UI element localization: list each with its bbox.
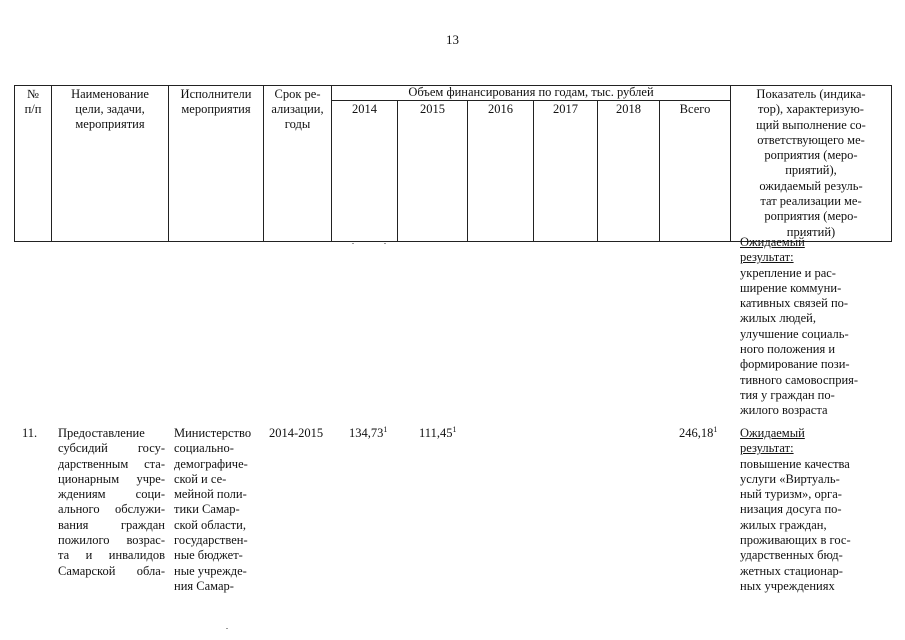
header-number: № п/п <box>15 86 52 242</box>
scan-speck <box>226 628 228 629</box>
row-number: 11. <box>22 426 38 440</box>
header-year-2016: 2016 <box>468 100 534 241</box>
row-expected-result: Ожидаемый результат: повышение качества услуги «Виртуаль- ный туризм», орга- низация досуга по- жилых граждан, проживающих в гос- ударственных бюд- жетных стационар- ных учреждениях <box>740 426 851 593</box>
header-year-2014: 2014 <box>332 100 398 241</box>
prev-expected-result: Ожидаемый результат: укрепление и рас- ширение коммуни- кативных связей по- жилых людей, улучшение социаль- ного положения и формирование пози- тивного самовосприя- тия у граждан по- жилого возраста <box>740 235 859 418</box>
header-indicator: Показатель (индика- тор), характеризую- щий выполнение со- ответствующего ме- роприятия (меро- приятий), ожидаемый резуль- тат реализации ме- роприятия (меро- приятий) <box>731 86 892 242</box>
scan-speck <box>352 243 354 244</box>
header-name: Наименование цели, задачи, мероприятия <box>52 86 169 242</box>
scan-speck <box>384 243 386 244</box>
row-executors: Министерство социально- демографиче- ской и се- мейной поли- тики Самар- ской области, государствен- ные бюджет- ные учрежде- ния Самар- <box>174 426 252 593</box>
page-number: 13 <box>446 32 459 47</box>
row-name: Предоставление субсидий госу- дарственным ста- ционарным учре- ждениям соци- ального обслужи- вания граждан пожилого возрас- та и инвалидов Самарской обла- <box>58 426 165 578</box>
header-total: Всего <box>660 100 731 241</box>
row-term: 2014-2015 <box>269 426 324 440</box>
row-value-2014: 134,73$^1$ <box>349 424 388 440</box>
header-term: Срок ре- ализации, годы <box>264 86 332 242</box>
header-funding: Объем финансирования по годам, тыс. рублей <box>332 86 731 101</box>
header-year-2017: 2017 <box>534 100 598 241</box>
row-value-2015: 111,45$^1$ <box>419 424 457 440</box>
header-year-2015: 2015 <box>398 100 468 241</box>
program-table-header <box>14 85 892 242</box>
header-year-2018: 2018 <box>598 100 660 241</box>
header-executors: Исполнители мероприятия <box>169 86 264 242</box>
row-value-total: 246,18$^1$ <box>679 424 718 440</box>
